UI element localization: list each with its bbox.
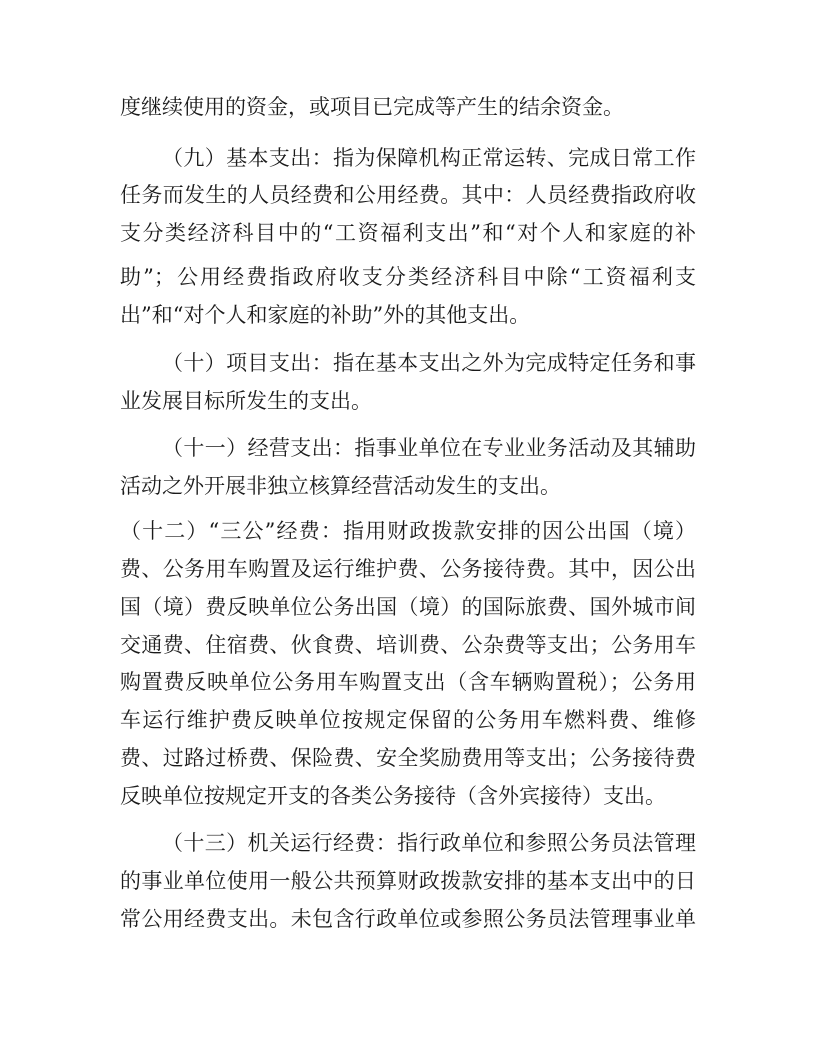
text-line-19: （十三）机关运行经费：指行政单位和参照公务员法管理 (162, 831, 696, 855)
text-line-11: （十二）“三公”经费：指用财政拨款安排的因公出国（境） (120, 519, 696, 543)
text-line-17: 费、过路过桥费、保险费、安全奖励费用等支出；公务接待费 (120, 746, 696, 770)
text-line-7: （十）项目支出：指在基本支出之外为完成特定任务和事 (162, 351, 696, 375)
text-line-5: 助”；公用经费指政府收支分类经济科目中除“工资福利支 (120, 265, 696, 289)
text-line-21: 常公用经费支出。未包含行政单位或参照公务员法管理事业单 (120, 907, 696, 931)
text-line-13: 国（境）费反映单位公务出国（境）的国际旅费、国外城市间 (120, 595, 696, 619)
text-line-15: 购置费反映单位公务用车购置支出（含车辆购置税）；公务用 (120, 670, 696, 694)
text-line-4: 支分类经济科目中的“工资福利支出”和“对个人和家庭的补 (120, 221, 696, 245)
text-line-12: 费、公务用车购置及运行维护费、公务接待费。其中，因公出 (120, 557, 696, 581)
text-line-2: （九）基本支出：指为保障机构正常运转、完成日常工作 (162, 146, 696, 170)
text-line-16: 车运行维护费反映单位按规定保留的公务用车燃料费、维修 (120, 708, 696, 732)
text-line-10: 活动之外开展非独立核算经营活动发生的支出。 (120, 474, 561, 498)
text-line-20: 的事业单位使用一般公共预算财政拨款安排的基本支出中的日 (120, 869, 696, 893)
text-line-6: 出”和“对个人和家庭的补助”外的其他支出。 (120, 303, 531, 327)
text-line-14: 交通费、住宿费、伙食费、培训费、公杂费等支出；公务用车 (120, 633, 696, 657)
text-line-1: 度继续使用的资金，或项目已完成等产生的结余资金。 (120, 95, 624, 119)
text-line-9: （十一）经营支出：指事业单位在专业业务活动及其辅助 (162, 436, 696, 460)
text-line-3: 任务而发生的人员经费和公用经费。其中：人员经费指政府收 (120, 183, 696, 207)
text-line-8: 业发展目标所发生的支出。 (120, 389, 372, 413)
text-line-18: 反映单位按规定开支的各类公务接待（含外宾接待）支出。 (120, 784, 666, 808)
